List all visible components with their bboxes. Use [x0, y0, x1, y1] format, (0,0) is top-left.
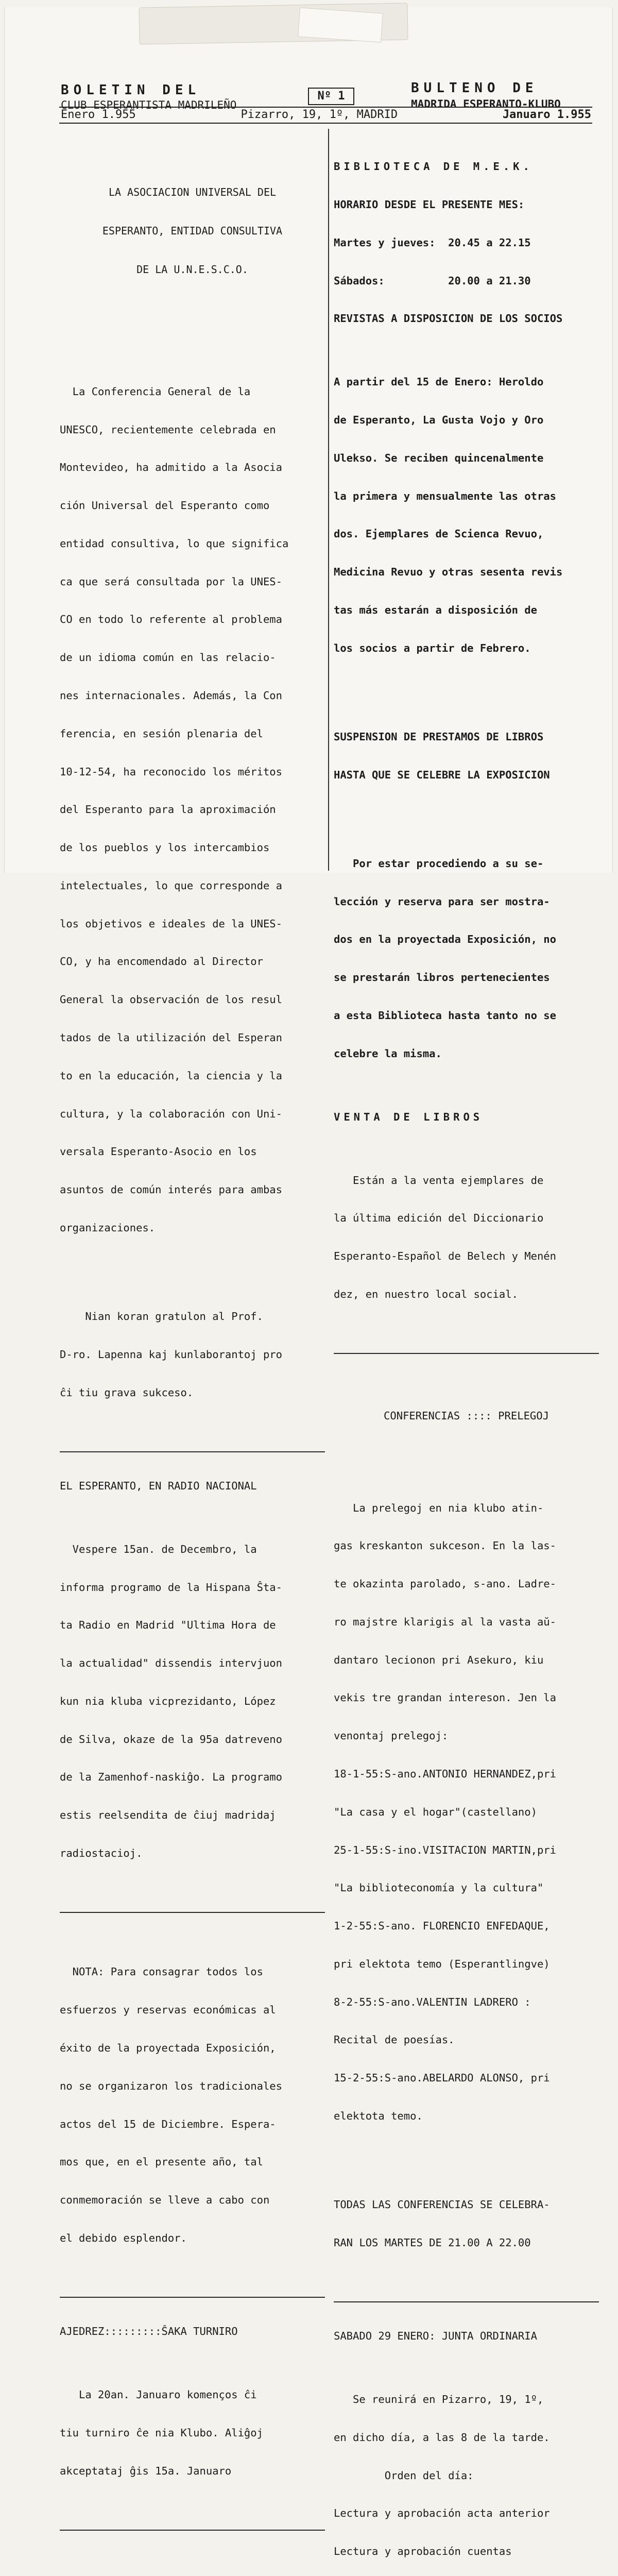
text-line: 15-2-55:S-ano.ABELARDO ALONSO, pri	[334, 2072, 550, 2084]
unesco-title-line: LA ASOCIACION UNIVERSAL DEL	[108, 186, 277, 199]
section-rule	[60, 1451, 325, 1452]
issue-number: Nº 1	[308, 88, 354, 105]
biblioteca-title: BIBLIOTECA DE M.E.K.	[334, 160, 533, 173]
text-line: celebre la misma.	[334, 1047, 442, 1060]
text-line: los socios a partir de Febrero.	[334, 641, 531, 654]
text-line: la primera y mensualmente las otras	[334, 489, 556, 502]
section-rule	[334, 1353, 599, 1354]
header-right-title: BULTENO DE	[411, 80, 538, 96]
column-divider	[328, 129, 329, 871]
text-line: La prelegoj en nia klubo atin-	[334, 1501, 544, 1514]
junta-ordinaria-article	[334, 2368, 599, 2576]
chess-article	[60, 2363, 325, 2503]
text-line: de Silva, okaze de la 95a datreveno	[60, 1733, 282, 1745]
text-line: de Esperanto, La Gusta Vojo y Oro	[334, 414, 544, 427]
text-line: Orden del día:	[334, 2469, 474, 2482]
conferencias-note	[334, 2173, 599, 2275]
text-line: Lectura y aprobación acta anterior	[334, 2507, 550, 2520]
section-rule	[60, 1912, 325, 1913]
text-line: NOTA: Para consagrar todos los	[60, 1965, 263, 1978]
section-rule	[334, 2301, 599, 2302]
revistas-title: REVISTAS A DISPOSICION DE LOS SOCIOS	[334, 312, 563, 325]
text-line: akceptataj ĝis 15a. Januaro	[60, 2464, 232, 2477]
text-line: tados de la utilización del Esperan	[60, 1031, 282, 1044]
left-column	[60, 135, 325, 2576]
text-line: Medicina Revuo y otras sesenta revis	[334, 566, 563, 579]
text-line: estis reelsendita de ĉiuj madridaj	[60, 1809, 276, 1822]
text-line: kun nia kluba vicprezidanto, López	[60, 1694, 276, 1707]
text-line: esfuerzos y reservas económicas al	[60, 2004, 276, 2016]
text-line: no se organizaron los tradicionales	[60, 2079, 282, 2092]
text-line: versala Esperanto-Asocio en los	[60, 1145, 257, 1158]
text-line: dez, en nuestro local social.	[334, 1288, 518, 1301]
text-line: 10-12-54, ha reconocido los méritos	[60, 765, 282, 778]
unesco-title-line: DE LA U.N.E.S.C.O.	[136, 263, 248, 276]
venta-title: VENTA DE LIBROS	[334, 1110, 484, 1123]
text-line: Esperanto-Español de Belech y Menén	[334, 1250, 556, 1263]
text-line: conmemoración se lleve a cabo con	[60, 2194, 270, 2207]
conferencias-article	[334, 1476, 599, 2147]
text-line: la actualidad" dissendis intervjuon	[60, 1657, 282, 1670]
text-line: Por estar procediendo a su se-	[334, 857, 544, 870]
text-line: Están a la venta ejemplares de	[334, 1174, 544, 1187]
text-line: intelectuales, lo que corresponde a	[60, 879, 282, 892]
text-line: pri elektota temo (Esperantlingve)	[334, 1957, 550, 1970]
text-line: "La casa y el hogar"(castellano)	[334, 1805, 537, 1818]
text-line: "La biblioteconomía y la cultura"	[334, 1882, 544, 1894]
text-line: éxito de la proyectada Exposición,	[60, 2041, 276, 2054]
text-line: radiostacioj.	[60, 1847, 143, 1860]
unesco-title	[60, 160, 325, 302]
venta-article	[334, 1149, 599, 1326]
text-line: ro majstre klarigis al la vasta aŭ-	[334, 1615, 556, 1628]
text-line: 18-1-55:S-ano.ANTONIO HERNANDEZ,pri	[334, 1768, 556, 1780]
text-line: elektota temo.	[334, 2110, 423, 2123]
text-line: Montevideo, ha admitido a la Asocia	[60, 461, 282, 474]
text-line: tiu turniro ĉe nia Klubo. Aliĝoj	[60, 2426, 263, 2439]
text-line: dantaro lecionon pri Asekuro, kiu	[334, 1653, 544, 1666]
header-rule-bottom	[59, 123, 592, 124]
text-line: ca que será consultada por la UNES-	[60, 575, 282, 588]
text-line: lección y reserva para ser mostra-	[334, 895, 550, 908]
text-line: HASTA QUE SE CELEBRE LA EXPOSICION	[334, 768, 550, 781]
conferencias-title: CONFERENCIAS :::: PRELEGOJ	[384, 1410, 549, 1422]
text-line: A partir del 15 de Enero: Heroldo	[334, 376, 544, 388]
radio-article	[60, 1518, 325, 1885]
text-line: CO, y ha encomendado al Director	[60, 955, 263, 968]
text-line: el debido esplendor.	[60, 2231, 187, 2244]
unesco-title-line: ESPERANTO, ENTIDAD CONSULTIVA	[102, 225, 283, 238]
text-line: La Conferencia General de la	[60, 385, 251, 398]
suspension-title	[334, 705, 599, 807]
junta-ordinaria-title: SABADO 29 ENERO: JUNTA ORDINARIA	[334, 2330, 537, 2343]
text-line: ta Radio en Madrid "Ultima Hora de	[60, 1619, 276, 1632]
text-line: actos del 15 de Diciembre. Espera-	[60, 2117, 276, 2130]
text-line: TODAS LAS CONFERENCIAS SE CELEBRA-	[334, 2198, 550, 2211]
greeting	[60, 1285, 325, 1425]
text-line: te okazinta parolado, s-ano. Ladre-	[334, 1578, 556, 1590]
text-line: ción Universal del Esperanto como	[60, 499, 270, 512]
text-line: dos en la proyectada Exposición, no	[334, 933, 556, 946]
text-line: Nian koran gratulon al Prof.	[60, 1310, 263, 1323]
text-line: La 20an. Januaro komenços ĉi	[60, 2388, 257, 2401]
nota-article	[60, 1940, 325, 2269]
club-address: Pizarro, 19, 1º, MADRID	[241, 108, 398, 121]
radio-title: EL ESPERANTO, EN RADIO NACIONAL	[60, 1479, 257, 1492]
text-line: gas kreskanton sukceson. En la las-	[334, 1539, 556, 1552]
text-line: nes internacionales. Además, la Con	[60, 689, 282, 702]
text-line: mos que, en el presente año, tal	[60, 2156, 263, 2168]
date-spanish: Enero 1.955	[61, 108, 136, 121]
header-right	[411, 80, 561, 110]
text-line: General la observación de los resul	[60, 993, 282, 1006]
header-date-row	[61, 108, 591, 121]
text-line: D-ro. Lapenna kaj kunlaborantoj pro	[60, 1348, 282, 1361]
text-line: ĉi tiu grava sukceso.	[60, 1386, 194, 1399]
text-line: Vespere 15an. de Decembro, la	[60, 1543, 257, 1555]
text-line: 8-2-55:S-ano.VALENTIN LADRERO :	[334, 1995, 531, 2008]
horario-title: HORARIO DESDE EL PRESENTE MES:	[334, 198, 525, 211]
text-line: Ulekso. Se reciben quincenalmente	[334, 451, 544, 464]
torn-fold	[298, 7, 383, 42]
text-line: de un idioma común en las relacio-	[60, 651, 276, 664]
chess-title: AJEDREZ:::::::::ŜAKA TURNIRO	[60, 2325, 238, 2337]
text-line: en dicho día, a las 8 de la tarde.	[334, 2431, 550, 2444]
text-line: cultura, y la colaboración con Uni-	[60, 1107, 282, 1120]
revistas-article	[334, 350, 599, 680]
header-rule-top	[59, 107, 592, 108]
text-line: CO en todo lo referente al problema	[60, 613, 282, 626]
unesco-article	[60, 360, 325, 1260]
text-line: de la Zamenhof-naskiĝo. La programo	[60, 1771, 282, 1784]
text-line: 25-1-55:S-ino.VISITACION MARTIN,pri	[334, 1843, 556, 1856]
text-line: tas más estarán a disposición de	[334, 603, 537, 616]
text-line: Sábados: 20.00 a 21.30	[334, 274, 531, 287]
suspension-article	[334, 832, 599, 1086]
text-line: UNESCO, recientemente celebrada en	[60, 423, 276, 436]
section-rule	[60, 2297, 325, 2298]
text-line: Recital de poesías.	[334, 2033, 455, 2046]
text-line: Lectura y aprobación cuentas	[334, 2545, 512, 2558]
text-line: Martes y jueves: 20.45 a 22.15	[334, 236, 531, 249]
text-line: 1-2-55:S-ano. FLORENCIO ENFEDAQUE,	[334, 1920, 550, 1933]
junta-article	[60, 2558, 325, 2576]
text-line: RAN LOS MARTES DE 21.00 A 22.00	[334, 2236, 531, 2249]
text-line: entidad consultiva, lo que significa	[60, 537, 289, 550]
text-line: a esta Biblioteca hasta tanto no se	[334, 1009, 556, 1022]
text-line: to en la educación, la ciencia y la	[60, 1069, 282, 1082]
header-right-subtitle: MADRIDA ESPERANTO-KLUBO	[411, 98, 561, 110]
text-line: informa programo de la Hispana Ŝta-	[60, 1581, 282, 1594]
right-column	[334, 135, 599, 2576]
text-line: dos. Ejemplares de Scienca Revuo,	[334, 528, 544, 540]
text-line: ferencia, en sesión plenaria del	[60, 727, 263, 740]
text-line: organizaciones.	[60, 1221, 156, 1234]
text-line: SUSPENSION DE PRESTAMOS DE LIBROS	[334, 730, 544, 743]
text-line: del Esperanto para la aproximación	[60, 803, 276, 816]
text-line: la última edición del Diccionario	[334, 1212, 544, 1225]
header-left-subtitle: CLUB ESPERANTISTA MADRILEÑO	[61, 99, 237, 111]
header-left-title: BOLETIN DEL	[61, 82, 201, 98]
text-line: venontaj prelegoj:	[334, 1730, 449, 1742]
section-rule	[60, 2530, 325, 2531]
text-line: asuntos de común interés para ambas	[60, 1183, 282, 1196]
text-line: Se reunirá en Pizarro, 19, 1º,	[334, 2393, 544, 2406]
date-esperanto: Januaro 1.955	[502, 108, 591, 121]
text-line: de los pueblos y los intercambios	[60, 841, 270, 854]
text-line: vekis tre grandan intereson. Jen la	[334, 1691, 556, 1704]
text-line: se prestarán libros pertenecientes	[334, 971, 550, 984]
text-line: los objetivos e ideales de la UNES-	[60, 917, 282, 930]
